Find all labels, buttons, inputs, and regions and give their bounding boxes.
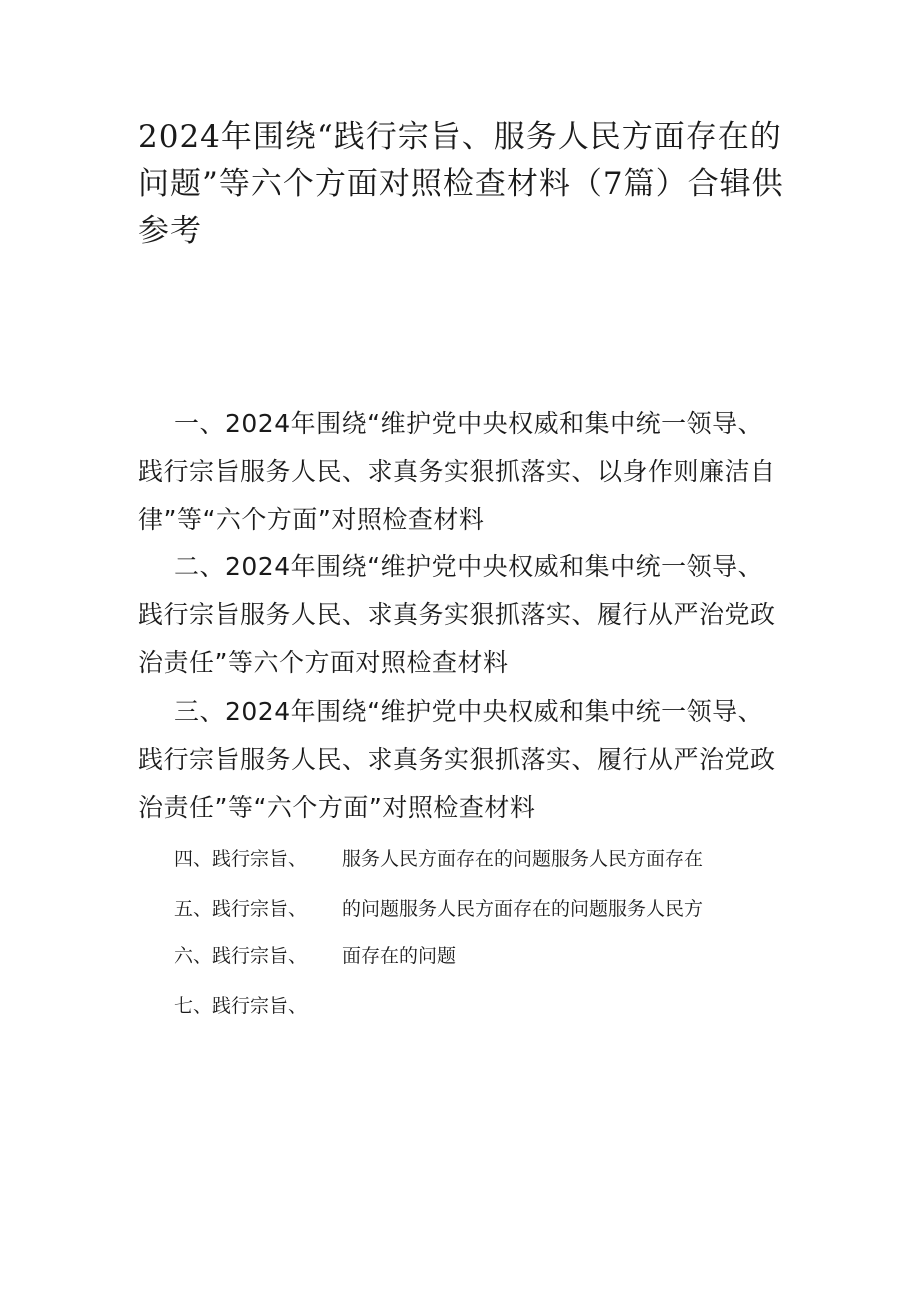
list-item-3: 三、2024年围绕“维护党中央权威和集中统一领导、践行宗旨服务人民、求真务实狠抓落实、履行从严治党政治责任”等“六个方面”对照检查材料 — [138, 697, 776, 822]
list-item-4-text: 服务人民方面存在的问题服务人民方面存在 — [342, 848, 704, 870]
list-item-7-prefix: 七、践行宗旨、 — [174, 995, 308, 1017]
list-item-5 — [174, 897, 814, 921]
document-title: 2024年围绕“践行宗旨、服务人民方面存在的问题”等六个方面对照检查材料（7篇）合辑供参考 — [138, 119, 784, 249]
list-item-7 — [174, 994, 814, 1018]
list-item-5-text: 的问题服务人民方面存在的问题服务人民方 — [342, 898, 704, 920]
list-item-4 — [174, 847, 814, 871]
list-item-5-prefix: 五、践行宗旨、 — [174, 898, 308, 920]
list-item-2: 二、2024年围绕“维护党中央权威和集中统一领导、践行宗旨服务人民、求真务实狠抓落实、履行从严治党政治责任”等六个方面对照检查材料 — [138, 552, 776, 677]
list-item-4-prefix: 四、践行宗旨、 — [174, 848, 308, 870]
list-item-6-prefix: 六、践行宗旨、 — [174, 945, 308, 967]
list-item-6-text: 面存在的问题 — [342, 945, 457, 967]
list-item-1: 一、2024年围绕“维护党中央权威和集中统一领导、践行宗旨服务人民、求真务实狠抓落实、以身作则廉洁自律”等“六个方面”对照检查材料 — [138, 409, 776, 534]
list-item-6 — [174, 944, 814, 968]
